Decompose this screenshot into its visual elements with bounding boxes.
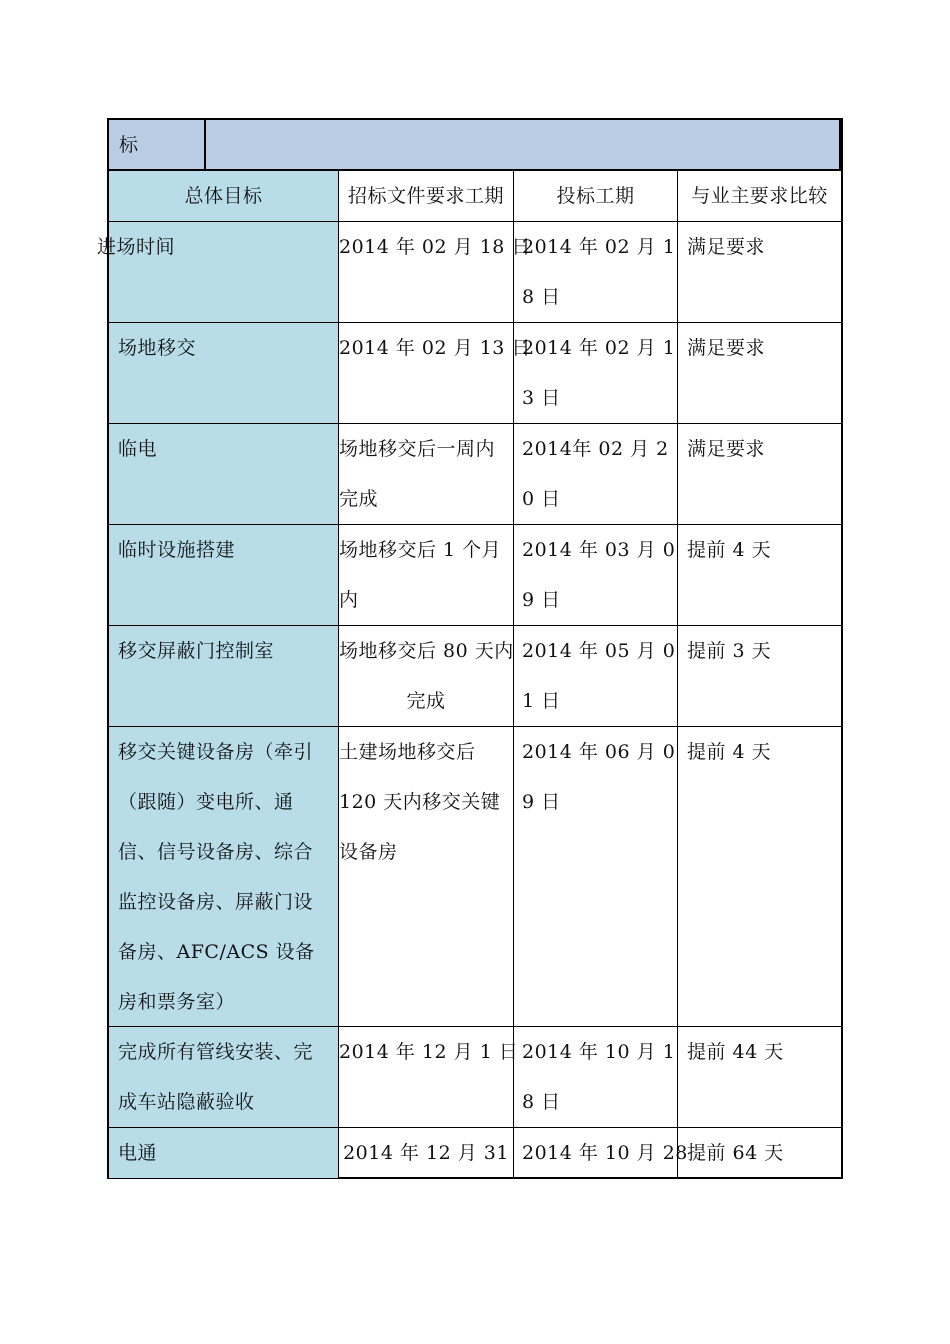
bid-cell: 2014 年 10 月 28 (513, 1128, 677, 1178)
goal-cell: 场地移交 (109, 323, 338, 423)
goal-cell: 临时设施搭建 (109, 525, 338, 625)
bid-cell: 2014 年 02 月 13 日 (513, 323, 677, 423)
goal-text: 进场时间 (97, 236, 176, 258)
compare-cell: 提前 44 天 (677, 1027, 841, 1127)
goal-cell: 移交屏蔽门控制室 (109, 626, 338, 726)
compare-cell: 提前 4 天 (677, 525, 841, 625)
goal-cell: 电通 (109, 1128, 338, 1178)
title-label: 标 (119, 134, 139, 156)
table-row (109, 424, 841, 525)
bid-cell: 2014 年 02 月 18 日 (513, 222, 677, 322)
goal-cell: 移交关键设备房（牵引（跟随）变电所、通信、信号设备房、综合监控设备房、屏蔽门设备房、AFC/ACS 设备房和票务室） (109, 727, 338, 1026)
required-cell (338, 727, 513, 1026)
schedule-table (97, 171, 841, 1178)
header-goal: 总体目标 (109, 171, 338, 221)
compare-cell: 满足要求 (677, 222, 841, 322)
required-cell: 2014 年 02 月 18 日 (338, 222, 513, 322)
bid-cell: 2014 年 03 月 09 日 (513, 525, 677, 625)
goal-cell: 临电 (109, 424, 338, 524)
bid-cell: 2014年 02 月 20 日 (513, 424, 677, 524)
table-row (109, 1128, 841, 1178)
table-row (109, 626, 841, 727)
compare-cell: 满足要求 (677, 323, 841, 423)
required-cell: 2014 年 12 月 1 日 (338, 1027, 513, 1127)
goal-cell (97, 222, 338, 322)
bid-cell: 2014 年 06 月 09 日 (513, 727, 677, 1026)
table-row (109, 323, 841, 424)
required-line: 场地移交后 80 天内 (339, 640, 514, 662)
table-row (109, 727, 841, 1027)
required-cell: 场地移交后一周内完成 (338, 424, 513, 524)
required-line: 土建场地移交后 (339, 741, 476, 763)
compare-cell: 提前 64 天 (677, 1128, 841, 1178)
required-cell (338, 626, 513, 726)
bid-cell: 2014 年 10 月 18 日 (513, 1027, 677, 1127)
compare-cell: 提前 4 天 (677, 727, 841, 1026)
compare-cell: 满足要求 (677, 424, 841, 524)
table-row (109, 525, 841, 626)
header-bid: 投标工期 (513, 171, 677, 221)
header-required: 招标文件要求工期 (338, 171, 513, 221)
header-compare: 与业主要求比较 (677, 171, 841, 221)
required-cell: 场地移交后 1 个月内 (338, 525, 513, 625)
required-line: 完成 (406, 690, 446, 712)
required-cell: 2014 年 12 月 31 (338, 1128, 513, 1178)
table-header-row (109, 171, 841, 222)
required-line: 120 天内移交关键 (339, 791, 501, 813)
table-title-row (109, 120, 841, 170)
table-row (109, 1027, 841, 1128)
bid-cell: 2014 年 05 月 01 日 (513, 626, 677, 726)
required-cell: 2014 年 02 月 13 日 (338, 323, 513, 423)
title-blank-cell (206, 120, 841, 170)
goal-cell: 完成所有管线安装、完成车站隐蔽验收 (109, 1027, 338, 1127)
required-line: 设备房 (339, 841, 398, 863)
compare-cell: 提前 3 天 (677, 626, 841, 726)
table-row (97, 222, 841, 323)
title-label-cell (109, 120, 206, 170)
